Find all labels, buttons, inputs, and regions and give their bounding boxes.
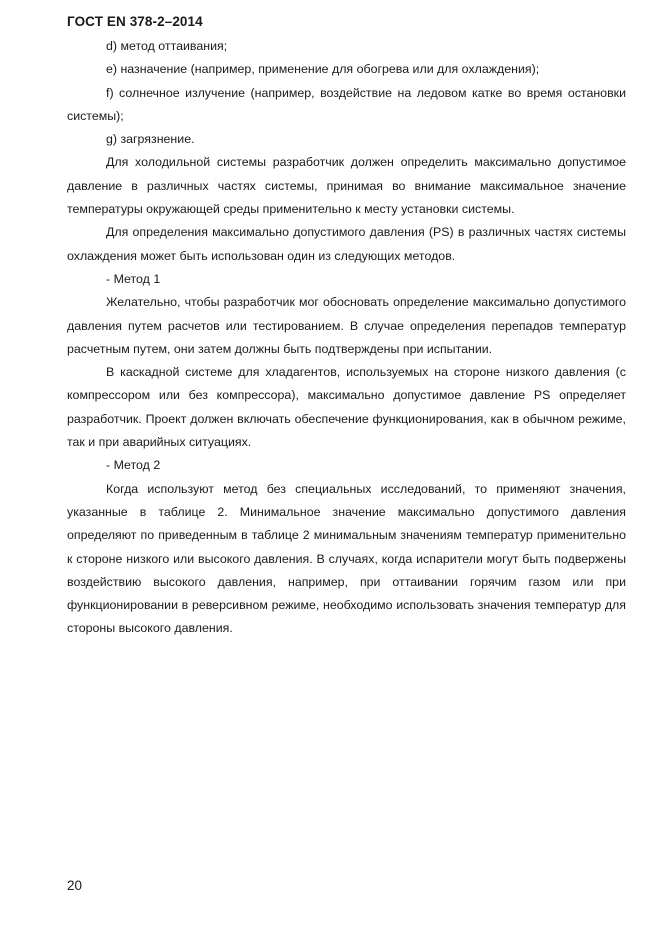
paragraph-ps-methods: Для определения максимально допустимого давления (PS) в различных частях системы охлаждения может быть использован один из следующих методов.	[67, 225, 626, 263]
paragraph-cascade-system: В каскадной системе для хладагентов, используемых на стороне низкого давления (с компрессором или без компрессора), максимально допустимое давление PS определяет разработчик. Проект должен включать обеспечение функционирования, как в обычном режиме, так и при аварийных ситуациях.	[67, 365, 626, 450]
paragraph-method-2: Когда используют метод без специальных исследований, то применяют значения, указанные в таблице 2. Минимальное значение максимально допустимого давления определяют по приведенным в таблице 2 минимальным значениям температур применительно к стороне низкого или высокого давления. В случаях, когда испарители могут быть подвержены воздействию высокого давления, например, при оттаивании горячим газом или при функционировании в реверсивном режиме, необходимо использовать значения температур для стороны высокого давления.	[67, 481, 626, 636]
document-body	[67, 35, 626, 641]
method-1-heading: - Метод 1	[106, 271, 161, 286]
page-number: 20	[67, 878, 83, 893]
list-item-solar-radiation: f) солнечное излучение (например, воздействие на ледовом катке во время остановки системы);	[67, 85, 626, 123]
list-item-defrost-method: d) метод оттаивания;	[106, 39, 228, 53]
list-item-contamination: g) загрязнение.	[106, 132, 195, 147]
paragraph-max-pressure: Для холодильной системы разработчик должен определить максимально допустимое давление в различных частях системы, принимая во внимание максимальное значение температуры окружающей среды применительно к месту установки системы.	[67, 155, 626, 217]
paragraph-method-1: Желательно, чтобы разработчик мог обосновать определение максимально допустимого давления путем расчетов или тестированием. В случае определения перепадов температур расчетным путем, они затем должны быть подтверждены при испытании.	[67, 295, 626, 356]
list-item-purpose: e) назначение (например, применение для обогрева или для охлаждения);	[106, 62, 540, 77]
method-2-heading: - Метод 2	[106, 458, 161, 473]
document-header: ГОСТ EN 378-2–2014	[67, 14, 203, 29]
